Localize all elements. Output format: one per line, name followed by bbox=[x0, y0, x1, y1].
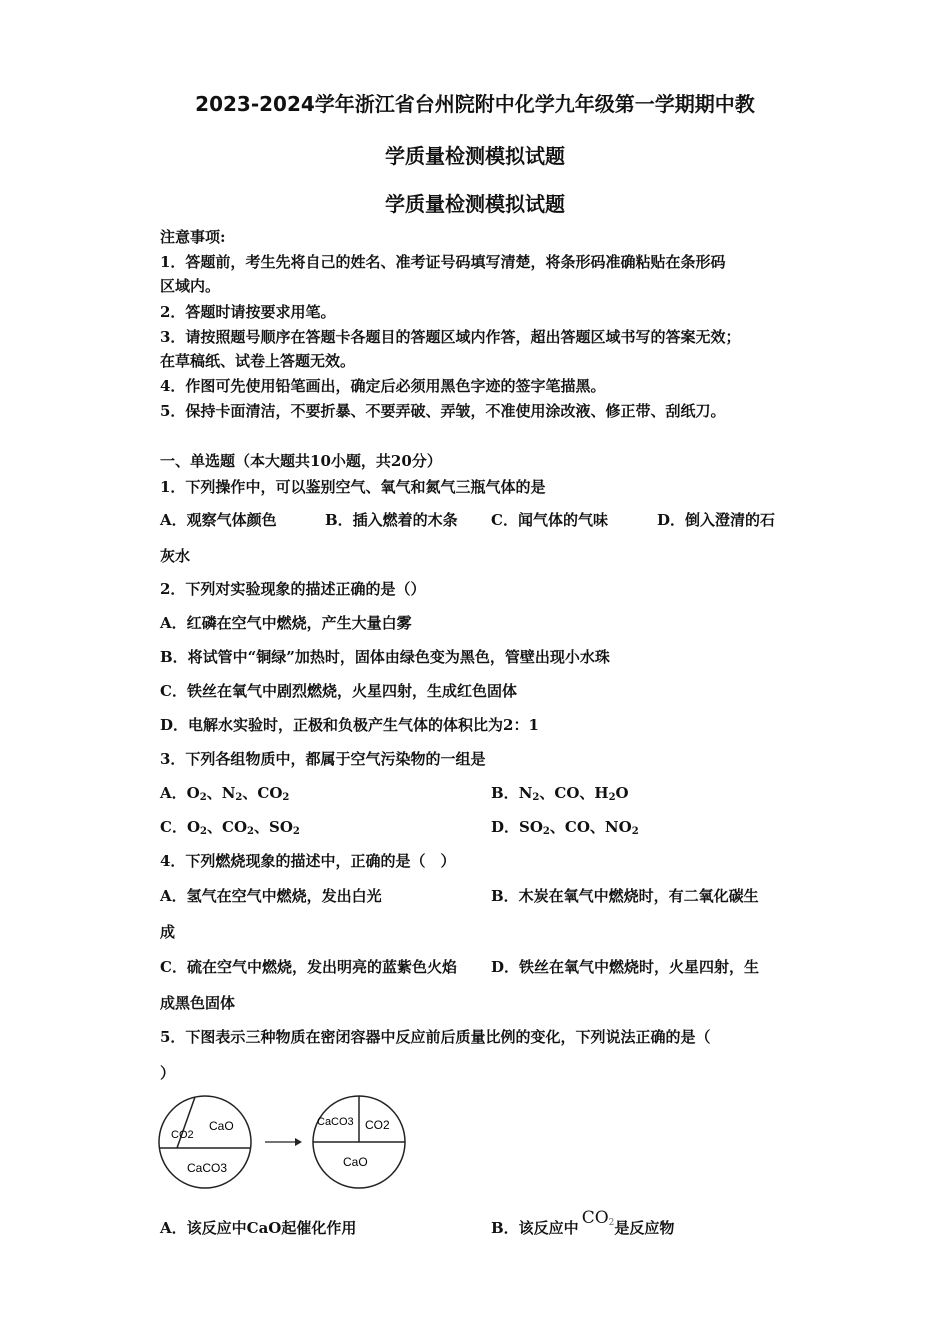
q2-option-d: D．电解水实验时，正极和负极产生气体的体积比为2：1 bbox=[160, 716, 539, 734]
pie-before-caco3-label: CaCO3 bbox=[187, 1161, 228, 1175]
q3-option-b: B．$N_2$、CO、$H_2O$ bbox=[491, 784, 629, 803]
notice-heading: 注意事项: bbox=[160, 228, 226, 246]
q3-option-a: A．$O_2$、$N_2$、$CO_2$ bbox=[160, 784, 290, 803]
pie-before bbox=[159, 1096, 251, 1188]
q4-option-d: D．铁丝在氧气中燃烧时，火星四射，生 bbox=[491, 958, 760, 976]
q1-option-c: C．闻气体的气味 bbox=[491, 511, 608, 529]
q2-option-a: A．红磷在空气中燃烧，产生大量白雾 bbox=[160, 614, 412, 632]
q1-stem: 1．下列操作中，可以鉴别空气、氧气和氮气三瓶气体的是 bbox=[160, 478, 546, 496]
q3-option-d: D．$SO_2$、CO、$NO_2$ bbox=[491, 818, 639, 837]
q4-option-a: A．氢气在空气中燃烧，发出白光 bbox=[160, 887, 382, 905]
q5-stem: 5．下图表示三种物质在密闭容器中反应前后质量比例的变化，下列说法正确的是（ bbox=[160, 1028, 711, 1046]
notice-item-2: 2．答题时请按要求用笔。 bbox=[160, 303, 336, 321]
q1-option-a: A．观察气体颜色 bbox=[160, 511, 277, 529]
notice-item-3-cont: 在草稿纸、试卷上答题无效。 bbox=[160, 352, 356, 370]
notice-item-1-cont: 区域内。 bbox=[160, 277, 221, 295]
notice-item-1: 1．答题前，考生先将自己的姓名、准考证号码填写清楚，将条形码准确粘贴在条形码 bbox=[160, 253, 726, 271]
notice-item-3: 3．请按照题号顺序在答题卡各题目的答题区域内作答，超出答题区域书写的答案无效； bbox=[160, 328, 741, 346]
notice-item-5: 5．保持卡面清洁，不要折暴、不要弄破、弄皱，不准使用涂改液、修正带、刮纸刀。 bbox=[160, 402, 726, 420]
q4-option-b-cont: 成 bbox=[160, 923, 176, 941]
pie-before-cao-label: CaO bbox=[209, 1119, 234, 1133]
q4-stem: 4．下列燃烧现象的描述中，正确的是（ ） bbox=[160, 852, 456, 870]
page-title-line1: 2023-2024学年浙江省台州院附中化学九年级第一学期期中教 bbox=[195, 92, 755, 116]
q4-option-c: C．硫在空气中燃烧，发出明亮的蓝紫色火焰 bbox=[160, 958, 457, 976]
q5-stem-cont: ） bbox=[160, 1064, 176, 1082]
q1-option-d: D．倒入澄清的石 bbox=[657, 511, 776, 529]
pie-after-cao-label: CaO bbox=[343, 1155, 368, 1169]
q3-option-c: C．$O_2$、$CO_2$、$SO_2$ bbox=[160, 818, 300, 837]
section-heading: 一、单选题（本大题共10小题，共20分） bbox=[160, 452, 442, 470]
notice-item-4: 4．作图可先使用铅笔画出，确定后必须用黑色字迹的签字笔描黑。 bbox=[160, 377, 606, 395]
q5-option-a: A．该反应中CaO起催化作用 bbox=[160, 1219, 357, 1237]
page-title-line3: 学质量检测模拟试题 bbox=[385, 192, 565, 216]
pie-before-co2-label: CO2 bbox=[171, 1129, 194, 1141]
q2-stem: 2．下列对实验现象的描述正确的是（） bbox=[160, 580, 426, 598]
q5-option-b: B．该反应中 $CO_2$是反应物 bbox=[491, 1208, 675, 1237]
reaction-pie-diagram bbox=[155, 1090, 415, 1200]
page-title-line2: 学质量检测模拟试题 bbox=[385, 144, 565, 168]
q4-option-b: B．木炭在氧气中燃烧时，有二氧化碳生 bbox=[491, 887, 759, 905]
q3-stem: 3．下列各组物质中，都属于空气污染物的一组是 bbox=[160, 750, 486, 768]
pie-after bbox=[313, 1096, 405, 1188]
pie-after-caco3-label: CaCO3 bbox=[317, 1116, 354, 1128]
q4-option-d-cont: 成黑色固体 bbox=[160, 994, 236, 1012]
q2-option-c: C．铁丝在氧气中剧烈燃烧，火星四射，生成红色固体 bbox=[160, 682, 517, 700]
reaction-arrow bbox=[265, 1138, 302, 1146]
q2-option-b: B．将试管中“铜绿”加热时，固体由绿色变为黑色，管壁出现小水珠 bbox=[160, 648, 610, 666]
q1-option-b: B．插入燃着的木条 bbox=[325, 511, 458, 529]
q5-co2-formula: $CO_2$ bbox=[581, 1208, 615, 1228]
pie-after-co2-label: CO2 bbox=[365, 1118, 390, 1132]
q1-option-d-cont: 灰水 bbox=[160, 547, 191, 565]
